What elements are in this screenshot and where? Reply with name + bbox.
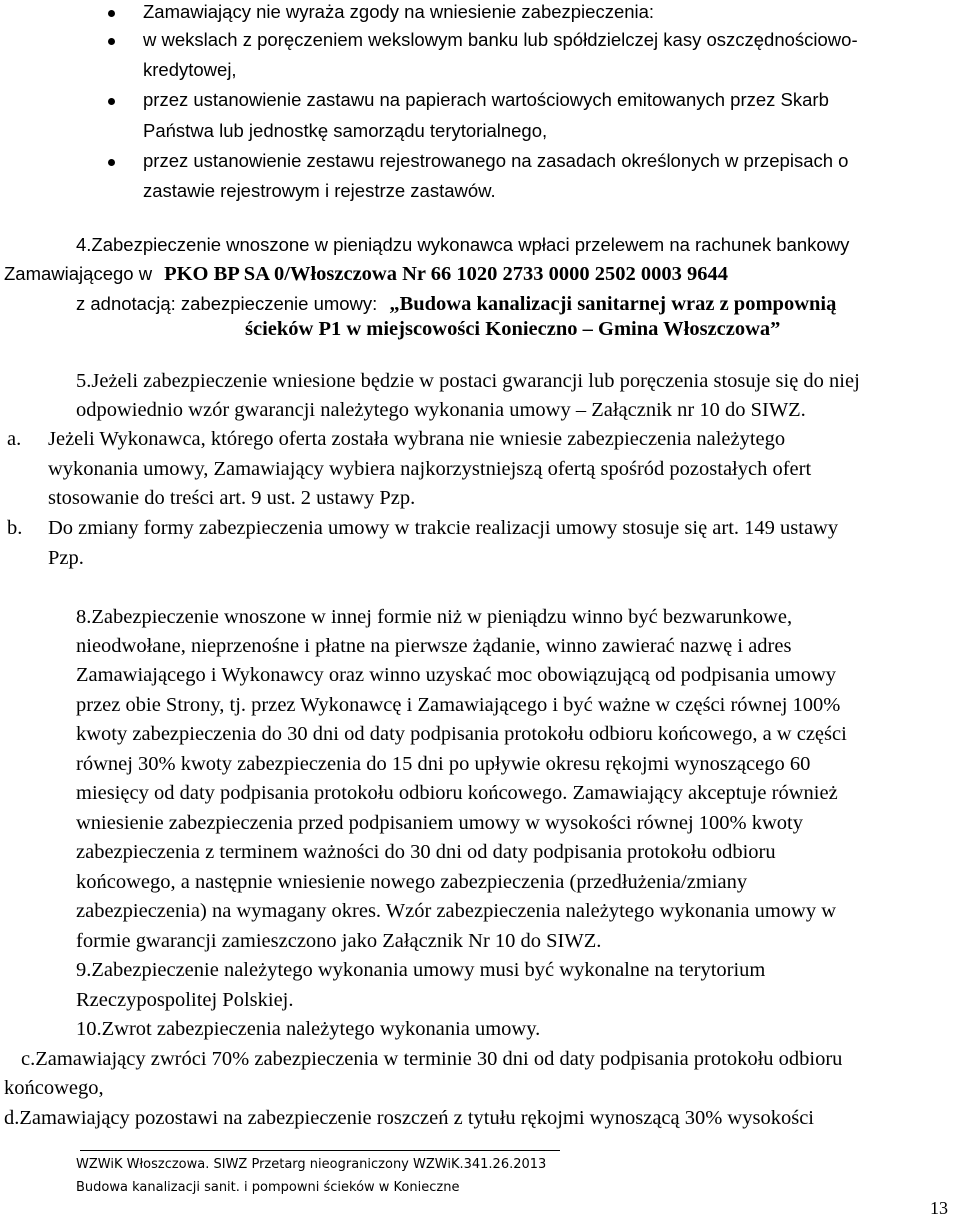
item-a-line-3: stosowanie do treści art. 9 ust. 2 ustawy Pzp.: [48, 487, 416, 509]
item-c-line-1: c.Zamawiający zwróci 70% zabezpieczenia w terminie 30 dni od daty podpisania protokołu odbioru: [21, 1048, 843, 1070]
section-8-line: 8.Zabezpieczenie wnoszone w innej formie niż w pieniądzu winno być bezwarunkowe,: [76, 606, 793, 628]
bullet-item-3: przez ustanowienie zastawu na papierach wartościowych emitowanych przez Skarb: [143, 89, 829, 110]
item-a-line-2: wykonania umowy, Zamawiający wybiera najkorzystniejszą ofertą spośród pozostałych ofert: [48, 458, 812, 480]
footer-line-2: Budowa kanalizacji sanit. i pompowni ścieków w Konieczne: [76, 1180, 460, 1195]
footer-rule: [80, 1150, 560, 1151]
section-4-line-1: 4.Zabezpieczenie wnoszone w pieniądzu wykonawca wpłaci przelewem na rachunek bankowy: [76, 234, 850, 255]
bullet-item-2: w wekslach z poręczeniem wekslowym banku lub spółdzielczej kasy oszczędnościowo-: [143, 29, 858, 50]
section-8-line: równej 30% kwoty zabezpieczenia do 15 dni po upływie okresu rękojmi wynoszącego 60: [76, 753, 811, 775]
section-8-line: kwoty zabezpieczenia do 30 dni od daty podpisania protokołu odbioru końcowego, a w części: [76, 723, 847, 745]
section-5-line-1: 5.Jeżeli zabezpieczenie wniesione będzie w postaci gwarancji lub poręczenia stosuje się do niej: [76, 370, 860, 392]
section-8-line: zabezpieczenia) na wymagany okres. Wzór zabezpieczenia należytego wykonania umowy w: [76, 900, 837, 922]
bullet-icon: [108, 38, 115, 45]
section-9-line-1: 9.Zabezpieczenie należytego wykonania umowy musi być wykonalne na terytorium: [76, 959, 766, 981]
section-5-line-2: odpowiednio wzór gwarancji należytego wykonania umowy – Załącznik nr 10 do SIWZ.: [76, 399, 806, 421]
bullet-item-2-cont: kredytowej,: [143, 59, 237, 80]
bullet-item-1: Zamawiający nie wyraża zgody na wniesienie zabezpieczenia:: [143, 1, 655, 22]
footer-line-1: WZWiK Włoszczowa. SIWZ Przetarg nieograniczony WZWiK.341.26.2013: [76, 1157, 547, 1172]
section-8-line: nieodwołane, nieprzenośne i płatne na pierwsze żądanie, winno zawierać nazwę i adres: [76, 635, 792, 657]
annotation-prefix: z adnotacją: zabezpieczenie umowy:: [76, 293, 378, 314]
bullet-icon: [108, 159, 115, 166]
item-b-marker: b.: [7, 517, 23, 539]
bullet-item-3-cont: Państwa lub jednostkę samorządu terytorialnego,: [143, 120, 548, 141]
section-8-line: miesięcy od daty podpisania protokołu odbioru końcowego. Zamawiający akceptuje również: [76, 782, 838, 804]
bullet-item-4: przez ustanowienie zestawu rejestrowanego na zasadach określonych w przepisach o: [143, 150, 849, 171]
item-c-line-2: końcowego,: [4, 1077, 104, 1099]
bank-account: PKO BP SA 0/Włoszczowa Nr 66 1020 2733 0000 2502 0003 9644: [164, 263, 729, 285]
section-8-line: wniesienie zabezpieczenia przed podpisaniem umowy w wysokości równej 100% kwoty: [76, 812, 803, 834]
bullet-icon: [108, 10, 115, 17]
item-a-marker: a.: [7, 428, 22, 450]
bullet-icon: [108, 98, 115, 105]
item-b-line-2: Pzp.: [48, 547, 84, 569]
section-8-line: końcowego, a następnie wniesienie nowego zabezpieczenia (przedłużenia/zmiany: [76, 871, 748, 893]
item-d: d.Zamawiający pozostawi na zabezpieczenie roszczeń z tytułu rękojmi wynoszącą 30% wysokości: [4, 1107, 814, 1129]
bullet-item-4-cont: zastawie rejestrowym i rejestrze zastawów.: [143, 180, 496, 201]
section-8-line: zabezpieczenia z terminem ważności do 30 dni od daty podpisania protokołu odbioru: [76, 841, 776, 863]
section-4-prefix: Zamawiającego w: [4, 263, 153, 284]
item-b-line-1: Do zmiany formy zabezpieczenia umowy w trakcie realizacji umowy stosuje się art. 149 ustawy: [48, 517, 839, 539]
section-9-line-2: Rzeczypospolitej Polskiej.: [76, 989, 294, 1011]
item-a-line-1: Jeżeli Wykonawca, którego oferta została wybrana nie wniesie zabezpieczenia należytego: [48, 428, 786, 450]
section-8-line: formie gwarancji zamieszczono jako Załącznik Nr 10 do SIWZ.: [76, 930, 602, 952]
section-4-line-2: [4, 258, 728, 290]
contract-title-cont: ścieków P1 w miejscowości Konieczno – Gmina Włoszczowa”: [245, 318, 781, 340]
page-number: 13: [930, 1198, 948, 1218]
section-10: 10.Zwrot zabezpieczenia należytego wykonania umowy.: [76, 1018, 541, 1040]
section-8-line: przez obie Strony, tj. przez Wykonawcę i Zamawiającego i być ważne w części równej 100%: [76, 694, 841, 716]
section-8-line: Zamawiającego i Wykonawcy oraz winno uzyskać moc obowiązującą od podpisania umowy: [76, 664, 837, 686]
contract-title: „Budowa kanalizacji sanitarnej wraz z pompownią: [389, 293, 837, 315]
